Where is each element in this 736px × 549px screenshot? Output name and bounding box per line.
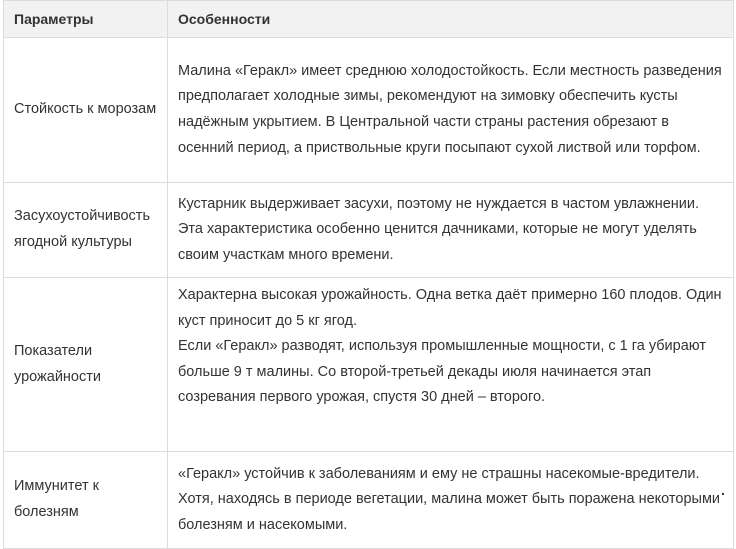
table-header-row bbox=[4, 1, 734, 38]
parameters-table bbox=[3, 0, 734, 549]
desc-paragraph: Если «Геракл» разводят, используя промышленные мощности, с 1 га убирают больше 9 т малины. Со второй-третьей декады июля начинается этап созревания первого урожая, спустя 30 дней – второго. bbox=[178, 338, 706, 406]
param-cell-immunity: Иммунитет к болезням bbox=[4, 452, 168, 549]
table-row bbox=[4, 38, 734, 183]
desc-paragraph: Характерна высокая урожайность. Одна ветка даёт примерно 160 плодов. Один куст приносит до 5 кг ягод. bbox=[178, 287, 722, 329]
param-cell-frost-resistance: Стойкость к морозам bbox=[4, 38, 168, 183]
header-parameters: Параметры bbox=[4, 1, 168, 38]
desc-cell-drought-resistance bbox=[168, 183, 734, 278]
table-row bbox=[4, 183, 734, 278]
stray-dot bbox=[722, 493, 724, 495]
desc-paragraph: Кустарник выдерживает засухи, поэтому не нуждается в частом увлажнении. Эта характеристика особенно ценится дачниками, которые не могут уделять своим участкам много времени. bbox=[178, 195, 700, 263]
param-cell-yield: Показатели урожайности bbox=[4, 278, 168, 452]
param-cell-drought-resistance: Засухоустойчивость ягодной культуры bbox=[4, 183, 168, 278]
header-features: Особенности bbox=[168, 1, 734, 38]
table-row bbox=[4, 278, 734, 452]
desc-paragraph: Малина «Геракл» имеет среднюю холодостойкость. Если местность разведения предполагает холодные зимы, рекомендуют на зимовку обеспечить кусты надёжным укрытием. В Центральной части страны растения обрезают в осенний период, а приствольные круги посыпают сухой листвой или торфом. bbox=[178, 62, 722, 156]
desc-cell-immunity bbox=[168, 452, 734, 549]
desc-cell-yield bbox=[168, 278, 734, 452]
desc-paragraph: «Геракл» устойчив к заболеваниям и ему не страшны насекомые-вредители. Хотя, находясь в периоде вегетации, малина может быть поражена некоторыми болезням и насекомыми. bbox=[178, 465, 721, 533]
desc-cell-frost-resistance bbox=[168, 38, 734, 183]
table-row bbox=[4, 452, 734, 549]
